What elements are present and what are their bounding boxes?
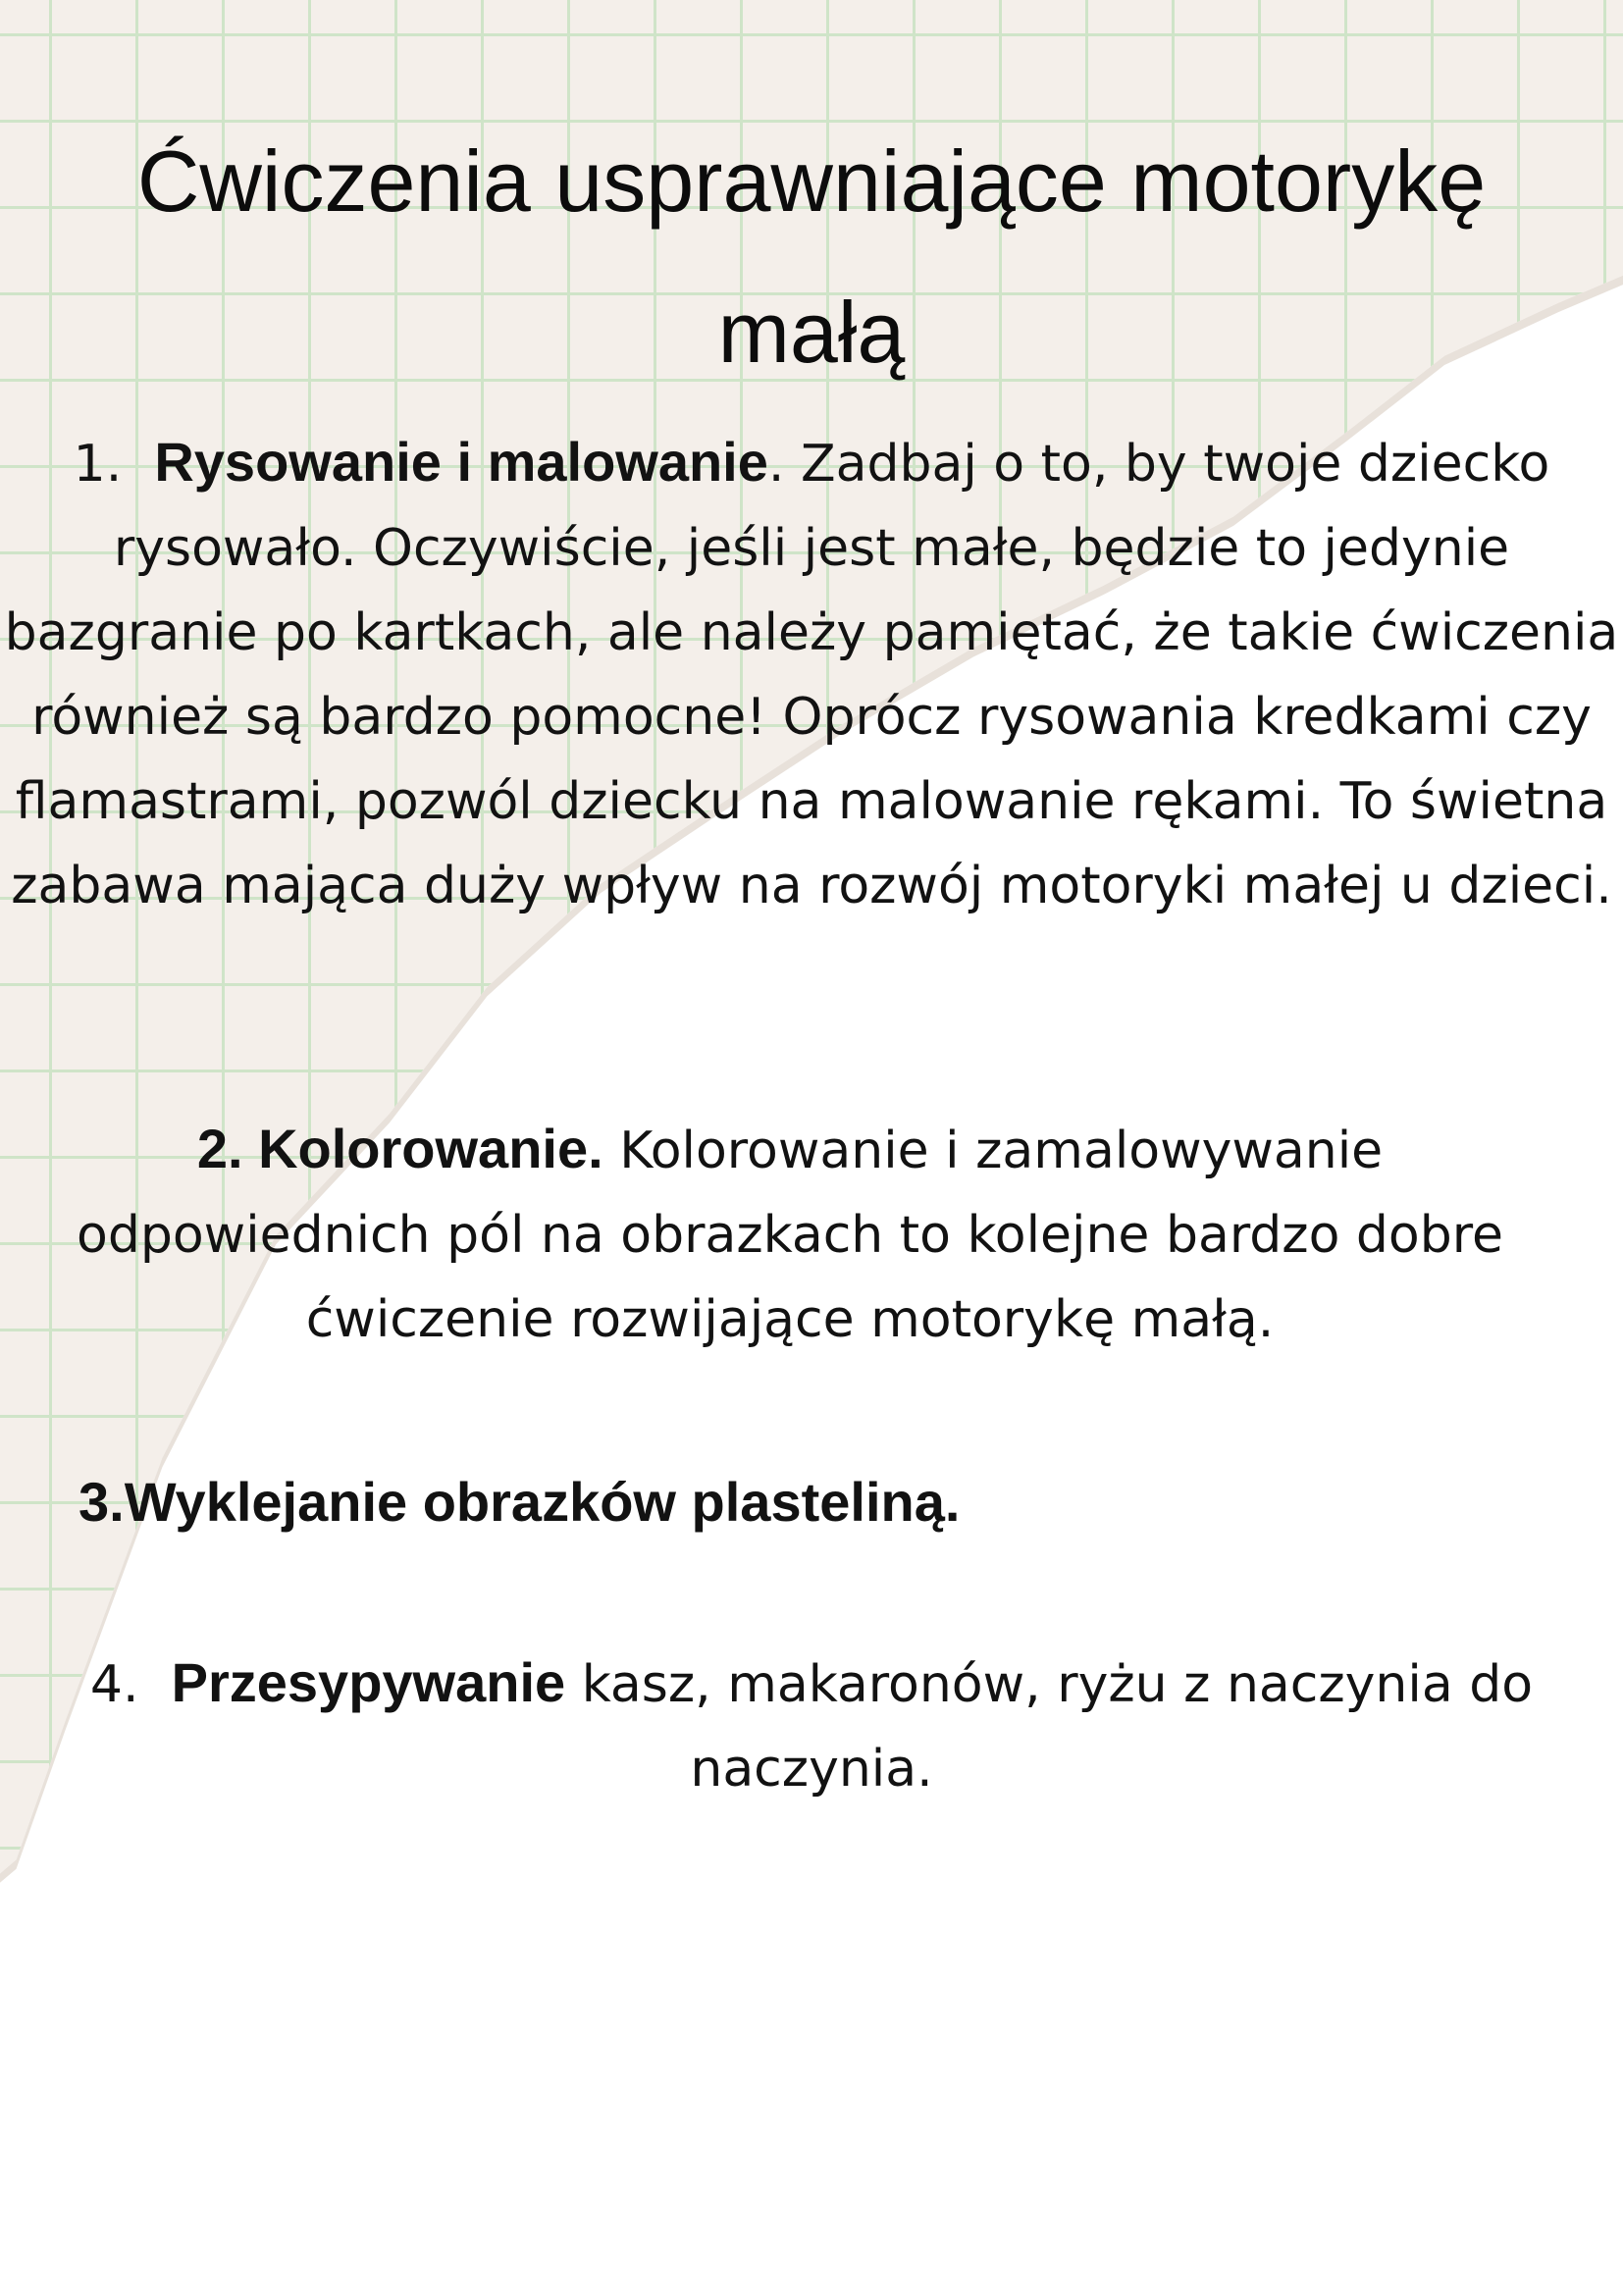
list-item-coloring — [59, 1107, 1521, 1362]
item-text: kasz, makaronów, ryżu z naczynia do naczynia. — [581, 1655, 1534, 1799]
list-item-pouring — [20, 1641, 1603, 1811]
item-heading: Rysowanie i malowanie — [154, 431, 768, 493]
item-number: 2. — [196, 1118, 243, 1179]
item-number: 1. — [73, 435, 123, 494]
page-title: Ćwiczenia usprawniające motorykę małą — [136, 132, 1487, 381]
item-heading: Wyklejanie obrazków plasteliną. — [124, 1471, 961, 1533]
list-item-drawing — [0, 420, 1623, 928]
item-heading: Kolorowanie. — [258, 1118, 603, 1179]
item-number: 4. — [89, 1655, 139, 1714]
list-item-plasticine — [79, 1460, 1158, 1546]
item-text: . Zadbaj o to, by twoje dziecko rysowało. Oczywiście, jeśli jest małe, będzie to jedynie bazgranie po kartkach, ale należy pamiętać, że takie ćwiczenia również są bardzo pomocne! Oprócz rysowania kredkami czy flamastrami, pozwól dziecku na malowanie rękami. To świetna zabawa mająca duży wpływ na rozwój motoryki małej u dzieci. — [4, 435, 1619, 915]
item-heading: Przesypywanie — [171, 1651, 566, 1713]
item-text: Kolorowanie i zamalowywanie odpowiednich pól na obrazkach to kolejne bardzo dobre ćwiczenie rozwijające motorykę małą. — [77, 1122, 1503, 1349]
item-number: 3. — [79, 1471, 125, 1533]
